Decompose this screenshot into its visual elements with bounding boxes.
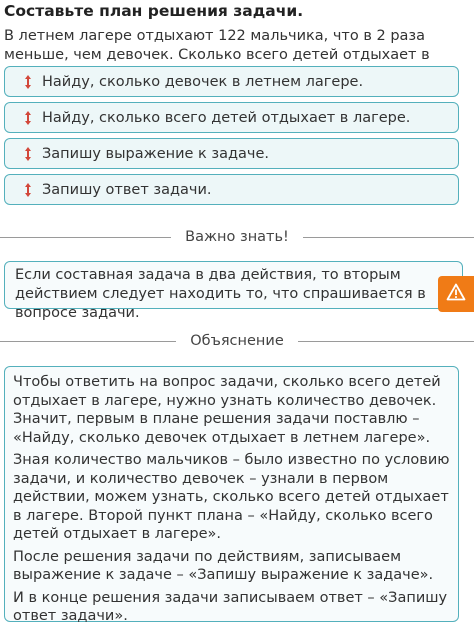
plan-item-4[interactable] bbox=[4, 174, 459, 205]
explanation-paragraph: И в конце решения задачи записываем ответ – «Запишу ответ задачи». bbox=[13, 589, 448, 624]
divider-line bbox=[0, 237, 171, 238]
plan-item-label: Найду, сколько девочек в летнем лагере. bbox=[42, 73, 364, 90]
explanation-paragraph: Чтобы ответить на вопрос задачи, сколько всего детей отдыхает в лагере, нужно узнать количество девочек. Значит, первым в плане решения задачи поставлю – «Найду, сколько девочек отдыхает в летнем лагере». bbox=[13, 374, 441, 446]
plan-item-1[interactable] bbox=[4, 66, 459, 97]
task-text: В летнем лагере отдыхают 122 мальчика, что в 2 раза меньше, чем девочек. Сколько всего детей отдыхает в bbox=[4, 28, 430, 63]
important-heading: Важно знать! bbox=[185, 229, 289, 245]
explanation-heading: Объяснение bbox=[190, 333, 284, 349]
divider-line bbox=[298, 341, 474, 342]
plan-item-label: Найду, сколько всего детей отдыхает в лагере. bbox=[42, 109, 411, 126]
plan-item-3[interactable] bbox=[4, 138, 459, 169]
vertical-arrow-icon[interactable] bbox=[22, 74, 34, 90]
divider-line bbox=[0, 341, 176, 342]
plan-item-2[interactable] bbox=[4, 102, 459, 133]
page-title: Составьте план решения задачи. bbox=[4, 2, 304, 20]
explanation-box bbox=[4, 366, 459, 622]
warning-button[interactable] bbox=[438, 276, 474, 312]
plan-item-label: Запишу ответ задачи. bbox=[42, 181, 212, 198]
warning-triangle-icon bbox=[446, 283, 466, 305]
vertical-arrow-icon[interactable] bbox=[22, 182, 34, 198]
plan-item-label: Запишу выражение к задаче. bbox=[42, 145, 270, 162]
vertical-arrow-icon[interactable] bbox=[22, 110, 34, 126]
important-divider bbox=[0, 227, 474, 247]
important-note: Если составная задача в два действия, то вторым действием следует находить то, что спрашивается в вопросе задачи. bbox=[4, 261, 463, 309]
divider-line bbox=[303, 237, 474, 238]
vertical-arrow-icon[interactable] bbox=[22, 146, 34, 162]
explanation-paragraph: Зная количество мальчиков – было известно по условию задачи, и количество девочек – узнали в первом действии, можем узнать, сколько всего детей отдыхает в лагере. Второй пункт плана – «Найду, сколько всего детей отдыхает в лагере». bbox=[13, 452, 450, 542]
explanation-paragraph: После решения задачи по действиям, записываем выражение к задаче – «Запишу выражение к задаче». bbox=[13, 548, 434, 583]
explanation-divider bbox=[0, 331, 474, 351]
